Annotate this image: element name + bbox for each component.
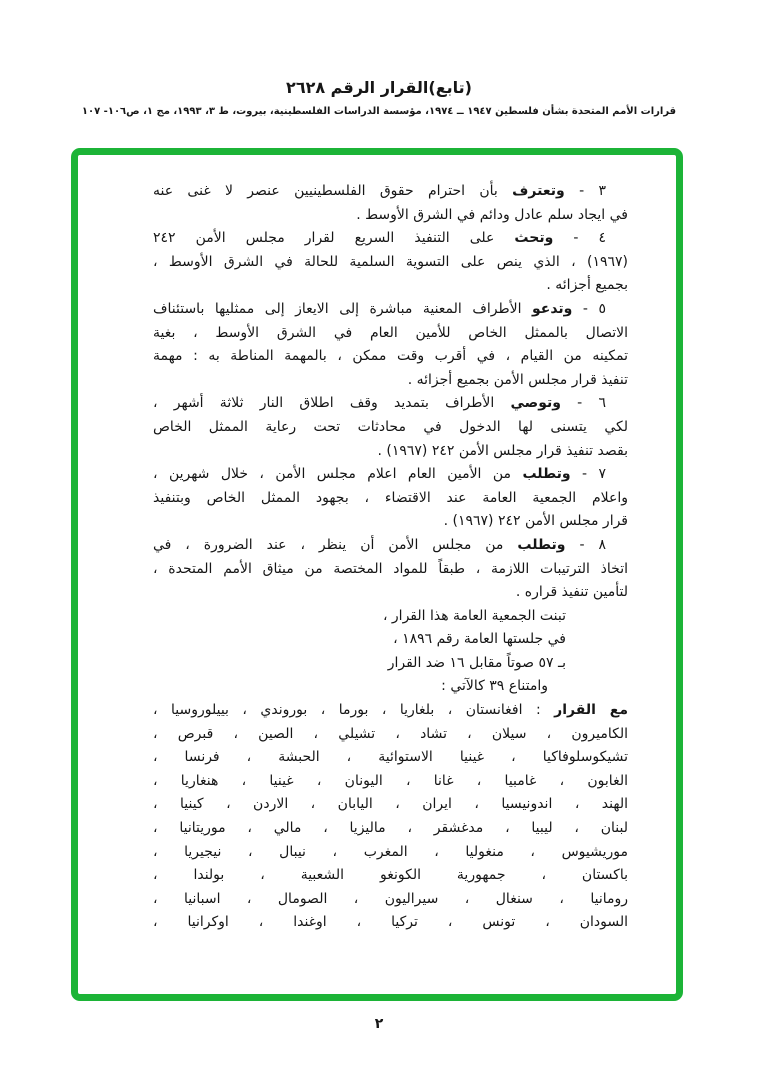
bold-keyword: وتحث	[514, 230, 554, 247]
line-text: الاتصال بالممثل الخاص للأمين العام في الشرق الأوسط ، بغية	[153, 324, 628, 341]
line-text: باكستان ، جمهورية الكونغو الشعبية ، بولندا ،	[153, 867, 628, 884]
bold-keyword: وتوصي	[510, 395, 561, 412]
document-line	[153, 652, 628, 676]
line-text: : افغانستان ، بلغاريا ، بورما ، بوروندي ، بييلوروسيا ،	[153, 702, 555, 719]
content-border-box	[71, 148, 683, 1001]
document-line	[153, 888, 628, 912]
document-line	[153, 628, 628, 652]
document-line	[153, 369, 628, 393]
line-text: على التنفيذ السريع لقرار مجلس الأمن ٢٤٢	[153, 230, 515, 247]
document-line	[153, 864, 628, 888]
document-line	[153, 605, 628, 629]
line-text: تنفيذ قرار مجلس الأمن بجميع أجزائه .	[407, 371, 628, 388]
bold-keyword: وتدعو	[531, 300, 573, 317]
document-line	[153, 180, 628, 204]
line-text: الأطراف المعنية مباشرة إلى الايعاز إلى ممثليها باستئناف	[153, 300, 532, 317]
line-text: من مجلس الأمن أن ينظر ، عند الضرورة ، في	[153, 536, 518, 553]
bold-keyword: وتعترف	[512, 183, 565, 199]
line-text: وامتناع ٣٩ كالآتي :	[441, 678, 548, 695]
bold-keyword: وتطلب	[517, 536, 566, 553]
line-text: الهند ، اندونيسيا ، ايران ، اليابان ، الاردن ، كينيا ،	[153, 796, 628, 813]
line-text: في ايجاد سلم عادل ودائم في الشرق الأوسط .	[356, 206, 628, 223]
line-text: الغابون ، غامبيا ، غانا ، اليونان ، غينيا ، هنغاريا ،	[153, 772, 628, 789]
line-text: قرار مجلس الأمن ٢٤٢ (١٩٦٧) .	[443, 513, 628, 530]
line-text: (١٩٦٧) ، الذي ينص على التسوية السلمية للحالة في الشرق الأوسط ،	[153, 253, 628, 270]
line-text: بجميع أجزائه .	[546, 277, 628, 294]
line-text: تمكينه من القيام ، في أقرب وقت ممكن ، بالمهمة المناطة به : مهمة	[153, 348, 628, 365]
line-text: بأن احترام حقوق الفلسطينيين عنصر لا غنى عنه	[153, 183, 513, 199]
document-line	[153, 534, 628, 558]
document-line	[153, 204, 628, 228]
page-title: (تابع)القرار الرقم ٢٦٢٨	[286, 78, 472, 97]
document-line	[153, 298, 628, 322]
line-text: في جلستها العامة رقم ١٨٩٦ ،	[393, 631, 566, 648]
document-line	[153, 416, 628, 440]
line-text: اتخاذ الترتيبات اللازمة ، طبقاً للمواد المختصة من ميثاق الأمم المتحدة ،	[153, 560, 628, 577]
line-text: من الأمين العام اعلام مجلس الأمن ، خلال شهرين ،	[153, 466, 523, 483]
line-text: بـ ٥٧ صوتاً مقابل ١٦ ضد القرار	[387, 654, 566, 671]
line-text: السودان ، تونس ، تركيا ، اوغندا ، اوكرانيا ،	[153, 914, 628, 931]
line-text: لكي يتسنى لها الدخول في محادثات تحت رعاية الممثل الخاص	[153, 418, 628, 435]
document-line	[153, 440, 628, 464]
document-line	[153, 322, 628, 346]
document-line	[153, 487, 628, 511]
line-text: الأطراف بتمديد وقف اطلاق النار ثلاثة أشهر ،	[153, 395, 511, 412]
line-text: ٧ -	[570, 466, 606, 483]
document-line	[153, 581, 628, 605]
line-text: بقصد تنفيذ قرار مجلس الأمن ٢٤٢ (١٩٦٧) .	[377, 442, 628, 459]
bold-keyword: وتطلب	[522, 466, 571, 483]
line-text: موريشيوس ، منغوليا ، المغرب ، نيبال ، نيجيريا ،	[153, 843, 628, 860]
document-body	[153, 180, 628, 935]
document-line	[153, 770, 628, 794]
source-citation: قرارات الأمم المتحدة بشأن فلسطين ١٩٤٧ ــ ١٩٧٤، مؤسسة الدراسات الفلسطينية، بيروت، ط ٣، ١٩٩٣، مج ١، ص١٠٦- ١٠٧	[81, 106, 677, 117]
line-text: ٣ -	[564, 183, 606, 199]
line-text: لبنان ، ليبيا ، مدغشقر ، ماليزيا ، مالي ، موريتانيا ،	[153, 820, 628, 837]
page-number: ٢	[374, 1016, 384, 1032]
document-line	[153, 723, 628, 747]
document-line	[153, 274, 628, 298]
document-line	[153, 699, 628, 723]
line-text: تشيكوسلوفاكيا ، غينيا الاستوائية ، الحبشة ، فرنسا ،	[153, 749, 628, 766]
line-text: واعلام الجمعية العامة عند الاقتضاء ، بجهود الممثل الخاص وبتنفيذ	[153, 489, 628, 506]
document-line	[153, 392, 628, 416]
line-text: ٨ -	[565, 536, 606, 553]
line-text: ٥ -	[572, 300, 606, 317]
document-line	[153, 817, 628, 841]
document-line	[153, 793, 628, 817]
document-line	[153, 463, 628, 487]
document-line	[153, 746, 628, 770]
line-text: رومانيا ، سنغال ، سيراليون ، الصومال ، اسبانيا ،	[153, 890, 628, 907]
line-text: لتأمين تنفيذ قراره .	[515, 584, 628, 601]
line-text: الكاميرون ، سيلان ، تشاد ، تشيلي ، الصين ، قبرص ،	[153, 725, 628, 742]
line-text: ٤ -	[553, 230, 607, 247]
document-line	[153, 227, 628, 251]
document-line	[153, 675, 628, 699]
document-line	[153, 841, 628, 865]
document-line	[153, 911, 628, 935]
line-text: تبنت الجمعية العامة هذا القرار ،	[382, 607, 566, 624]
document-line	[153, 345, 628, 369]
document-line	[153, 558, 628, 582]
document-line	[153, 251, 628, 275]
document-line	[153, 510, 628, 534]
line-text: ٦ -	[560, 395, 607, 412]
bold-keyword: مع القرار	[554, 702, 628, 719]
